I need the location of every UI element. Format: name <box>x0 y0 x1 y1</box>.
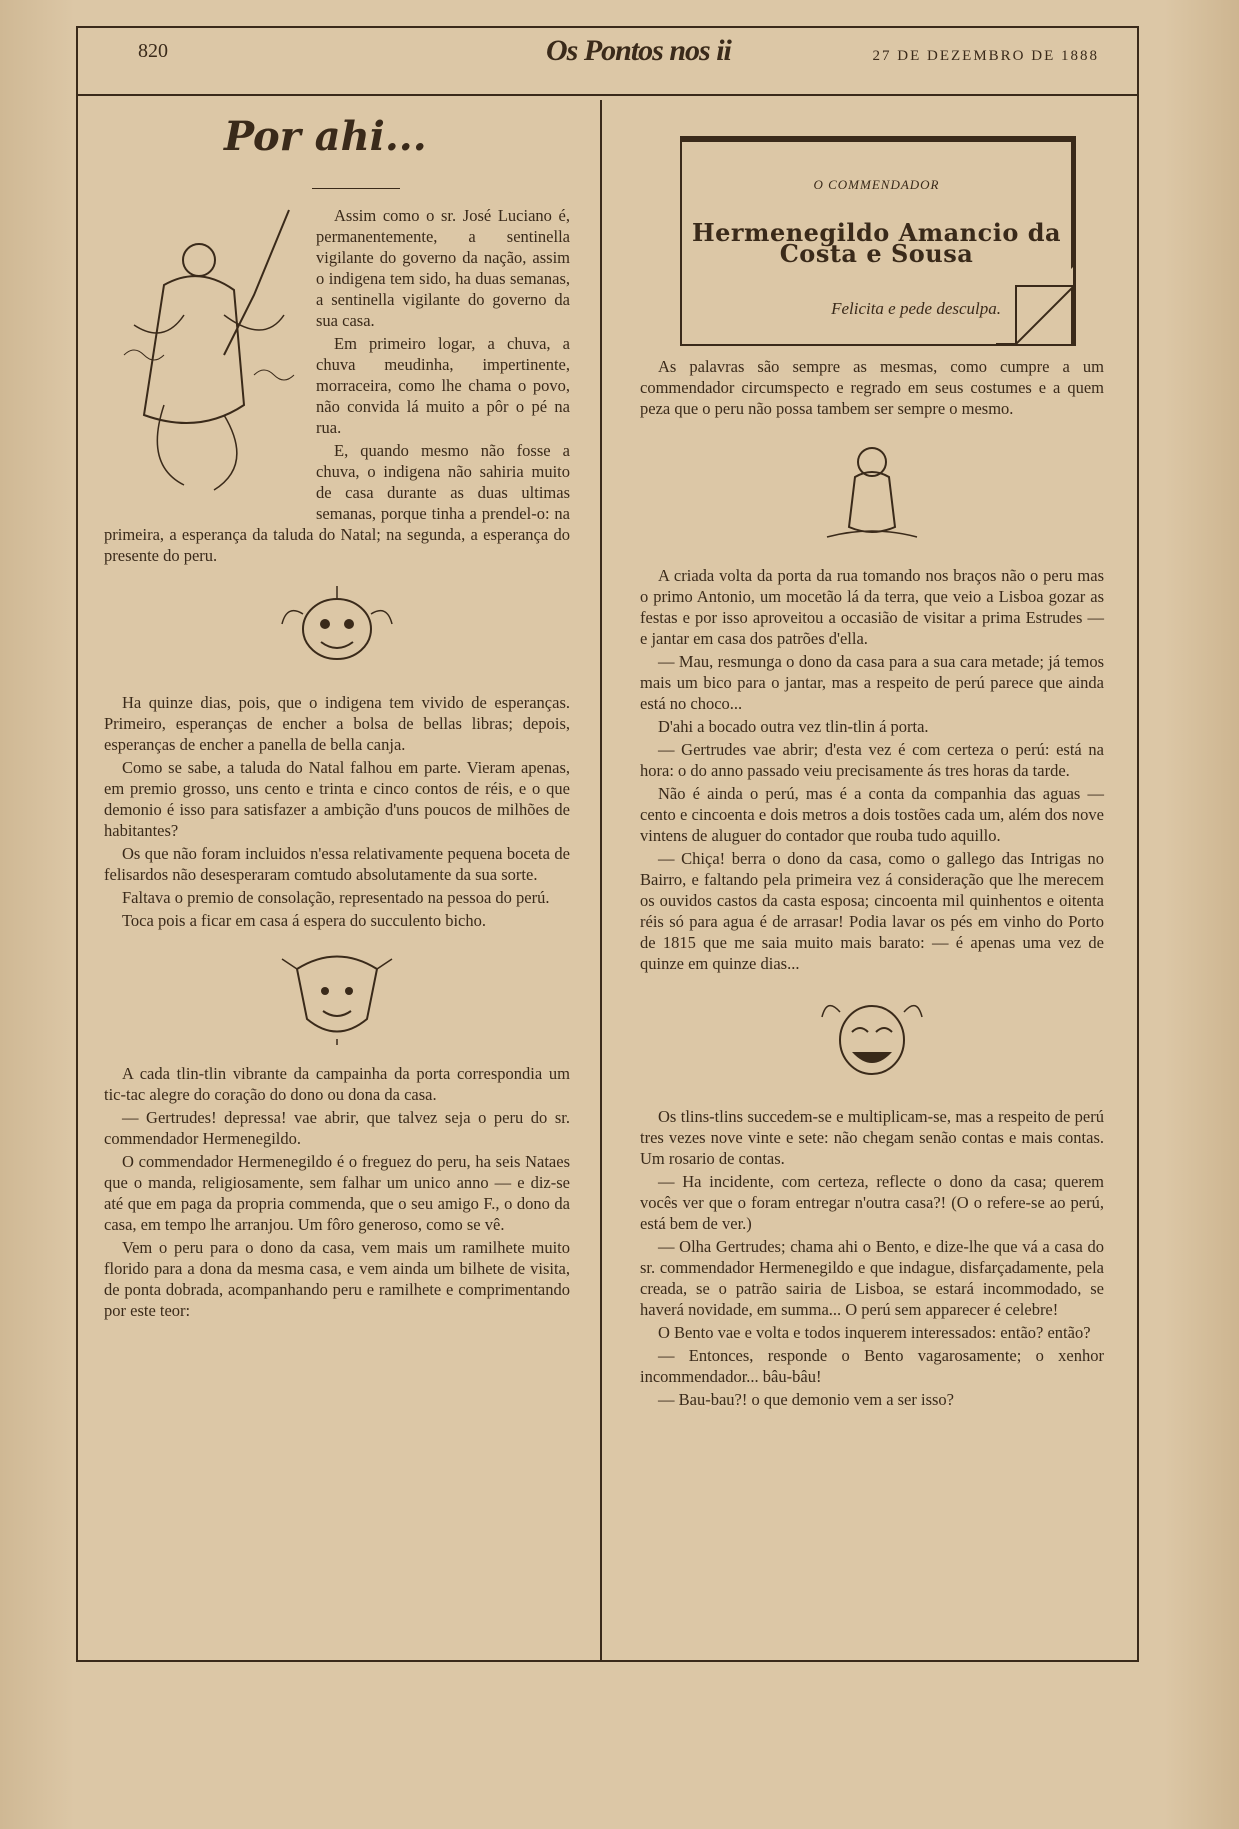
paragraph: — Olha Gertrudes; chama ahi o Bento, e dize-lhe que vá a casa do sr. commendador Hermenegildo e que indague, disfarçadamente, pela creada, se o patrão sairia de Lisboa, se estará incommodado, se haverá novidade, em summa... O perú sem apparecer é celebre! <box>640 1237 1104 1319</box>
paragraph: — Entonces, responde o Bento vagarosamente; o xenhor incommendador... bâu-bâu! <box>640 1346 1104 1386</box>
paragraph: Não é ainda o perú, mas é a conta da companhia das aguas — cento e cincoenta e dois metros a dois tostões cada um, além dos nove vintens de aluguer do contador que rouba tudo aquillo. <box>640 784 1104 845</box>
paragraph: As palavras são sempre as mesmas, como cumpre a um commendador circumspecto e regrado em seus costumes e a quem peza que o peru não possa tambem ser sempre o mesmo. <box>640 357 1104 418</box>
paragraph: A cada tlin-tlin vibrante da campainha da porta correspondia um tic-tac alegre do coração do dono ou dona da casa. <box>104 1064 570 1104</box>
paragraph: O Bento vae e volta e todos inquerem interessados: então? então? <box>658 1323 1091 1342</box>
paragraph: Toca pois a ficar em casa á espera do succulento bicho. <box>122 911 486 930</box>
paragraph: — Chiça! berra o dono da casa, como o gallego das Intrigas no Bairro, e faltando pela primeira vez á consideração que lhe merecem os ouvidos castos da casta esposa; cincoenta mil quinhentos e oitenta réis só para agua é de arrasar! Podia lavar os pés em vinho do Porto de 1815 que me saia muito mais barato: — é apenas uma vez de quinze em quinze dias... <box>640 849 1104 973</box>
page-number: 820 <box>138 40 168 62</box>
paragraph: Como se sabe, a taluda do Natal falhou em parte. Vieram apenas, em premio grosso, uns cento e trinta e cinco contos de réis, e o que demonio é isso para satisfazer a ambição d'uns poucos de milhões de habitantes? <box>104 758 570 840</box>
folded-corner-icon <box>996 266 1076 346</box>
paragraph: Os tlins-tlins succedem-se e multiplicam-se, mas a respeito de perú tres vezes nove vinte e sete: não chegam senão contas e mais contas. Um rosario de contas. <box>640 1107 1104 1168</box>
issue-date: 27 DE DEZEMBRO DE 1888 <box>872 48 1099 64</box>
paragraph: Vem o peru para o dono da casa, vem mais um ramilhete muito florido para a dona da mesma casa, e vem ainda um bilhete de visita, de ponta dobrada, acompanhando peru e ramilhete e comprimentando por este teor: <box>104 1238 570 1320</box>
paragraph: — Bau-bau?! o que demonio vem a ser isso? <box>658 1390 955 1409</box>
paragraph: — Ha incidente, com certeza, reflecte o dono da casa; querem vocês ver que o foram entregar n'outra casa?! (O o refere-se ao perú, está bem de ver.) <box>640 1172 1104 1233</box>
paragraph: — Gertrudes vae abrir; d'esta vez é com certeza o perú: está na hora: o do anno passado veiu precisamente ás tres horas da tarde. <box>640 740 1104 780</box>
paragraph: A criada volta da porta da rua tomando nos braços não o peru mas o primo Antonio, um mocetão lá da terra, que veio a Lisboa gozar as festas e por isso aproveitou a occasião de visitar a prima Estrudes — e jantar em casa dos patrões d'ella. <box>640 566 1104 648</box>
right-column <box>640 100 1104 1412</box>
paragraph: Ha quinze dias, pois, que o indigena tem vivido de esperanças. Primeiro, esperanças de encher a bolsa de bellas libras; depois, esperanças de encher a panella de bella canja. <box>104 693 570 754</box>
paragraph: D'ahi a bocado outra vez tlin-tlin á porta. <box>658 717 929 736</box>
newspaper-logo: Os Pontos nos ii <box>546 34 731 67</box>
jester-mask-icon <box>277 949 397 1045</box>
paragraph: Assim como o sr. José Luciano é, permanentemente, a sentinella vigilante do governo da nação, assim o indigena tem sido, ha duas semanas, a sentinella vigilante do governo da sua casa. <box>316 206 570 330</box>
grotesque-mask-icon <box>277 584 397 674</box>
column-divider <box>600 100 602 1660</box>
left-column <box>104 100 570 1323</box>
article-heading: Por ahi... <box>224 113 427 160</box>
paragraph: — Mau, resmunga o dono da casa para a sua cara metade; já temos mais um bico para o jantar, mas a respeito de perú parece que ainda está no choco... <box>640 652 1104 713</box>
heading-underline <box>312 188 400 189</box>
paragraph: Faltava o premio de consolação, representado na pessoa do perú. <box>122 888 550 907</box>
card-message: Felicita e pede desculpa. <box>831 299 1001 318</box>
paragraph: — Gertrudes! depressa! vae abrir, que talvez seja o peru do sr. commendador Hermenegildo. <box>104 1108 570 1148</box>
paragraph: Os que não foram incluidos n'essa relativamente pequena boceta de felisardos não desesperaram comtudo absolutamente da sua sorte. <box>104 844 570 884</box>
paragraph: O commendador Hermenegildo é o freguez do peru, ha seis Nataes que o manda, religiosamente, sem falhar um unico anno — e diz-se até que em paga da propria commenda, que o seu amigo F., o dono da casa, em tempo lhe arranjou. Um fôro generoso, como se vê. <box>104 1152 570 1234</box>
card-title: O COMMENDADOR <box>813 177 940 192</box>
paragraph: Em primeiro logar, a chuva, a chuva meudinha, impertinente, morraceira, como lhe chama o povo, não convida lá muito a pôr o pé na rua. <box>316 334 570 437</box>
card-name: Hermenegildo Amancio da Costa e Sousa <box>691 218 1062 268</box>
visiting-card <box>680 136 1076 346</box>
woman-on-branch-icon <box>104 205 304 505</box>
seated-monkey-icon <box>817 437 927 547</box>
laughing-mask-icon <box>812 992 932 1088</box>
paragraph: E, quando mesmo não fosse a chuva, o indigena não sahiria muito de casa durante as duas ultimas semanas, porque tinha a prendel-o: na primeira, a esperança da taluda do Natal; na segunda, a esperança do presente do peru. <box>104 441 570 565</box>
